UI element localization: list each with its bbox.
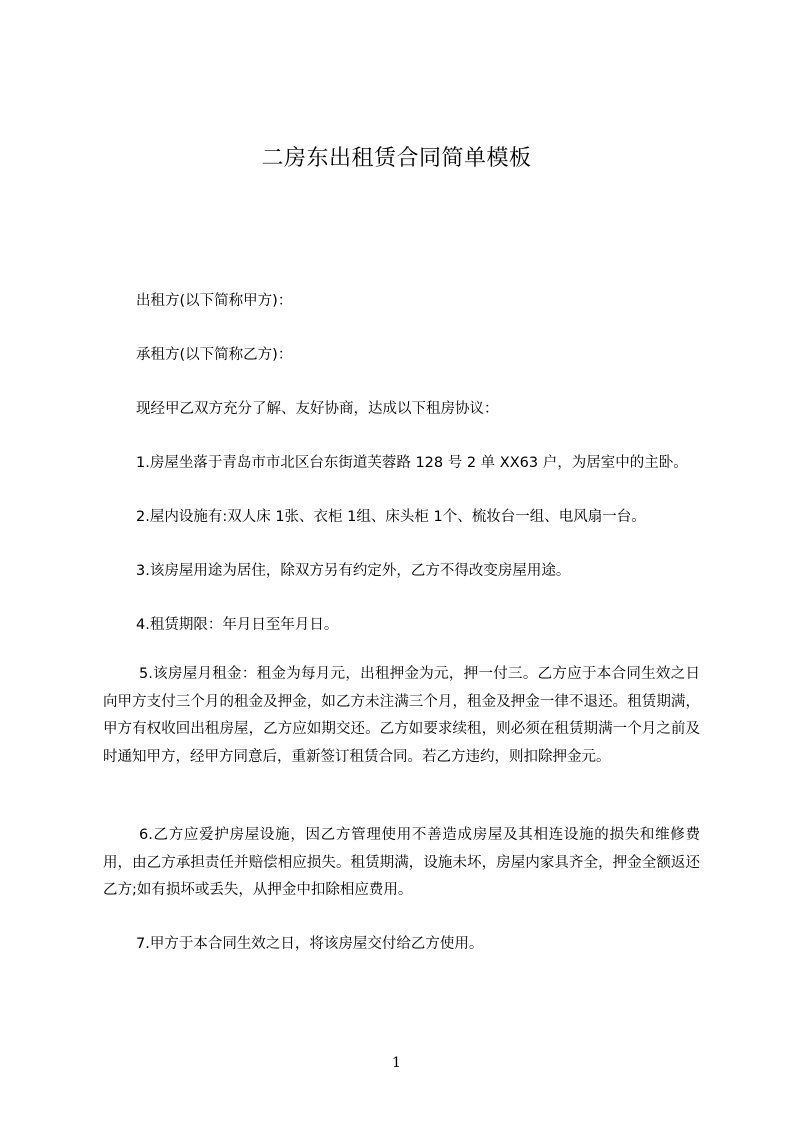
clause-3: 3.该房屋用途为居住，除双方另有约定外，乙方不得改变房屋用途。 (136, 563, 571, 579)
clause-7: 7.甲方于本合同生效之日，将该房屋交付给乙方使用。 (136, 936, 484, 952)
lessor-label: 出租方(以下简称甲方)： (136, 293, 293, 309)
clause-6 (103, 822, 700, 905)
page-number: 1 (392, 1055, 401, 1071)
clause-5 (103, 661, 700, 771)
clause-5-text: 5.该房屋月租金：租金为每月元，出租押金为元，押一付三。乙方应于本合同生效之日向甲方支付三个月的租金及押金，如乙方未注满三个月，租金及押金一律不退还。租赁期满，甲方有权收回出租房屋，乙方应如期交还。乙方如要求续租，则必须在租赁期满一个月之前及时通知甲方，经甲方同意后，重新签订租赁合同。若乙方违约，则扣除押金元。 (103, 666, 700, 765)
lessee-label: 承租方(以下简称乙方)： (136, 347, 293, 363)
clause-6-text: 6.乙方应爱护房屋设施，因乙方管理使用不善造成房屋及其相连设施的损失和维修费用，由乙方承担责任并赔偿相应损失。租赁期满，设施未坏，房屋内家具齐全，押金全额返还乙方;如有损坏或丢失，从押金中扣除相应费用。 (103, 827, 700, 898)
clause-4: 4.租赁期限：年月日至年月日。 (136, 617, 339, 633)
document-title: 二房东出租赁合同简单模板 (261, 146, 532, 171)
intro-text: 现经甲乙双方充分了解、友好协商，达成以下租房协议： (136, 401, 499, 417)
clause-1: 1.房屋坐落于青岛市市北区台东街道芙蓉路 128 号 2 单 XX63 户，为居室中的主卧。 (136, 455, 688, 471)
clause-2: 2.屋内设施有:双人床 1张、衣柜 1组、床头柜 1个、梳妆台一组、电风扇一台。 (136, 509, 646, 525)
